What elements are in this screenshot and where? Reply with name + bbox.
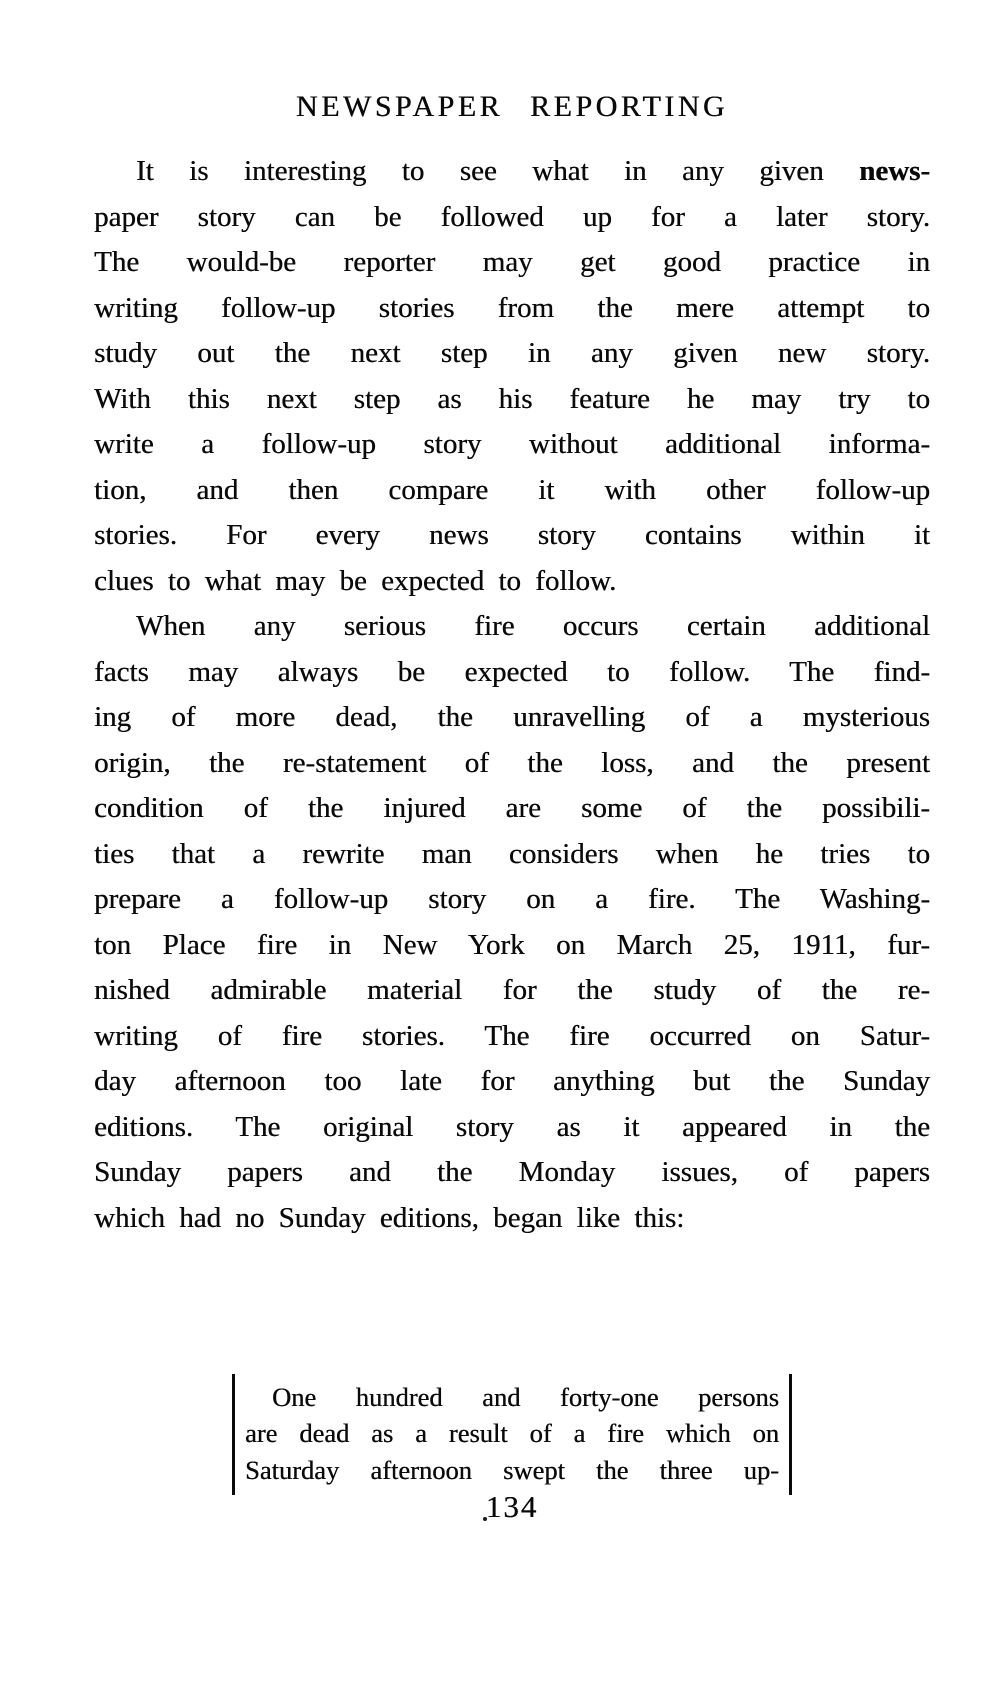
text-line: editions. The original story as it appeared in the <box>94 1110 930 1143</box>
text-line: write a follow-up story without additional informa- <box>94 428 930 460</box>
body-text <box>94 149 930 1241</box>
text-segment-bold: news- <box>859 155 930 187</box>
text-line: writing of fire stories. The fire occurred on Satur- <box>94 1019 930 1052</box>
text-line: tion, and then compare it with other follow-up <box>94 473 930 506</box>
text-line: The would-be reporter may get good practice in <box>94 246 930 278</box>
text-line: writing follow-up stories from the mere attempt to <box>94 291 930 324</box>
text-line: When any serious fire occurs certain additional <box>136 610 930 642</box>
text-line: condition of the injured are some of the possibili- <box>94 792 930 824</box>
text-line: study out the next step in any given new story. <box>94 337 930 369</box>
text-line: ing of more dead, the unravelling of a mysterious <box>94 701 930 733</box>
text-segment: It is interesting to see what in any given <box>136 155 860 187</box>
running-head: NEWSPAPER REPORTING <box>295 90 729 123</box>
text-line: nished admirable material for the study of the re- <box>94 974 930 1006</box>
text-line: origin, the re-statement of the loss, and the present <box>94 746 930 779</box>
text-line: ties that a rewrite man considers when he tries to <box>94 837 930 870</box>
text-line: With this next step as his feature he may try to <box>94 382 930 415</box>
text-line: day afternoon too late for anything but the Sunday <box>94 1065 930 1097</box>
quoted-excerpt <box>232 1374 792 1495</box>
text-line: clues to what may be expected to follow. <box>94 564 617 597</box>
quote-line: One hundred and forty-one persons <box>272 1382 779 1412</box>
text-line: which had no Sunday editions, began like this: <box>94 1201 685 1234</box>
text-line: ton Place fire in New York on March 25, 1911, fur- <box>94 928 930 961</box>
quote-line: Saturday afternoon swept the three up- <box>245 1454 779 1485</box>
text-line: facts may always be expected to follow. The find- <box>94 655 930 688</box>
text-line: stories. For every news story contains within it <box>94 519 930 551</box>
text-line <box>94 149 930 195</box>
page-number: 134 <box>485 1489 539 1524</box>
quote-line: are dead as a result of a fire which on <box>245 1418 779 1449</box>
text-line: Sunday papers and the Monday issues, of papers <box>94 1156 930 1188</box>
text-line: prepare a follow-up story on a fire. The Washing- <box>94 883 930 915</box>
text-line: paper story can be followed up for a later story. <box>94 200 930 233</box>
